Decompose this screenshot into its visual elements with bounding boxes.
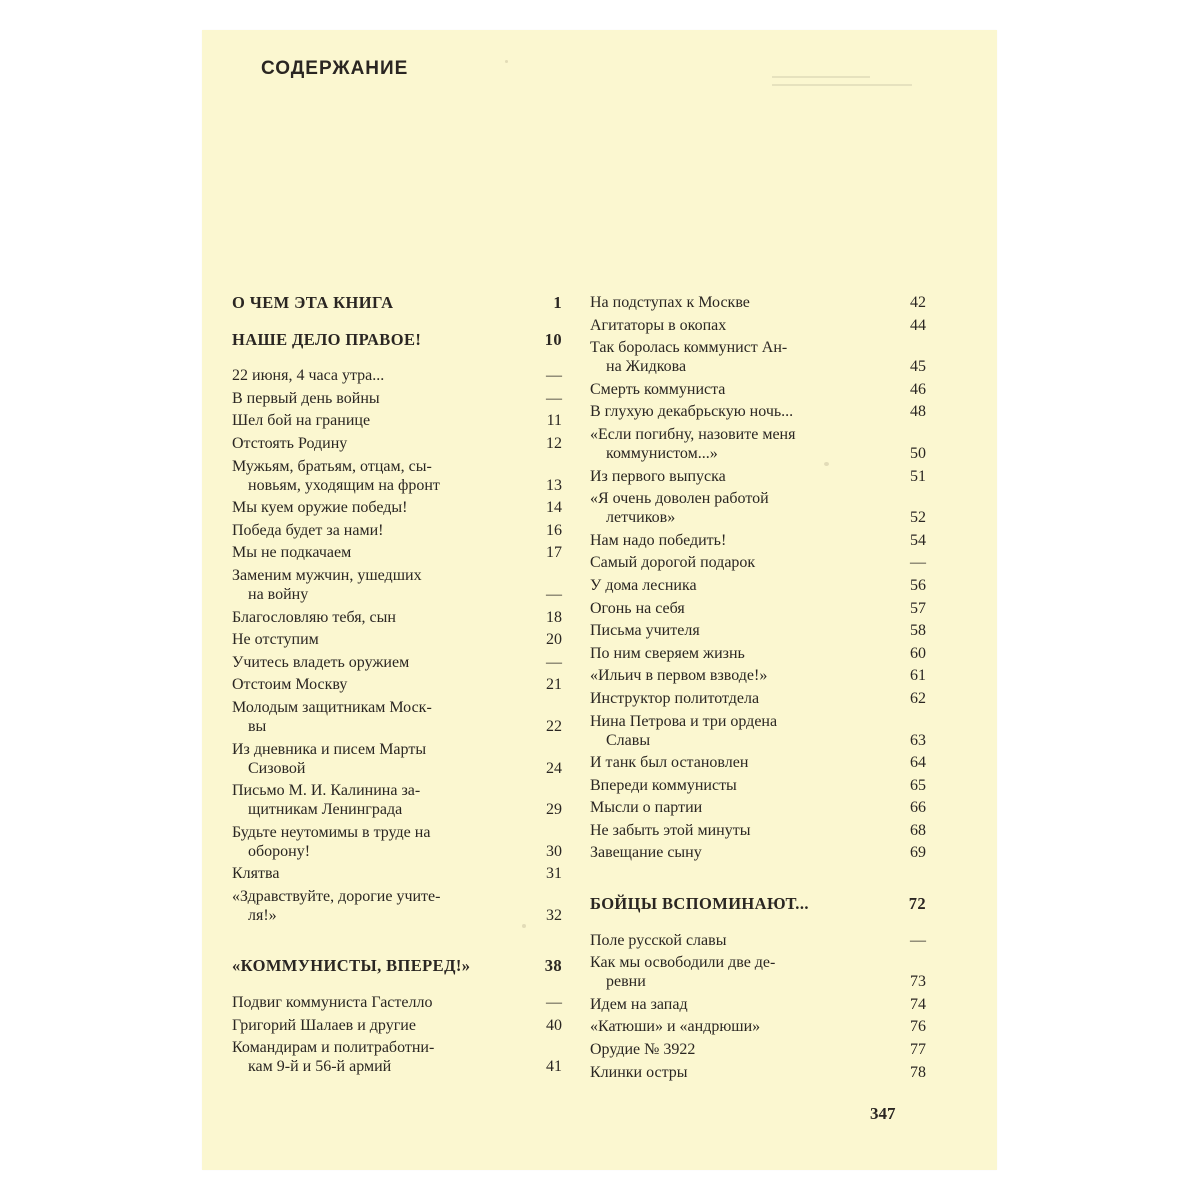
toc-page-number: 44: [910, 316, 926, 334]
toc-entry-title: [590, 425, 890, 463]
toc-page-number: —: [546, 585, 562, 603]
toc-page-number: 24: [546, 759, 562, 777]
toc-entry-title-line: В первый день войны: [232, 389, 380, 407]
toc-entry-title-continuation: кам 9-й и 56-й армий: [248, 1058, 392, 1076]
toc-entry: [590, 599, 926, 618]
toc-entry-title-continuation: щитникам Ленинграда: [248, 801, 403, 819]
toc-entry-title-line: Из первого выпуска: [590, 467, 726, 485]
toc-entry: [232, 434, 562, 453]
toc-entry-title: [590, 402, 890, 421]
toc-entry: [232, 608, 562, 627]
toc-page-number: 72: [908, 894, 926, 914]
toc-entry-title: [232, 457, 526, 495]
toc-entry-title: [590, 931, 890, 950]
toc-entry-title: [590, 843, 890, 862]
toc-section-heading: [590, 894, 926, 913]
toc-entry-title-line: БОЙЦЫ ВСПОМИНАЮТ...: [590, 894, 809, 914]
toc-section-heading: [232, 330, 562, 349]
toc-entry-title-line: «КОММУНИСТЫ, ВПЕРЕД!»: [232, 956, 471, 976]
toc-entry-title: [232, 411, 526, 430]
toc-entry: [232, 498, 562, 517]
toc-page-number: 32: [546, 906, 562, 924]
paper-spot: [522, 924, 526, 928]
toc-entry: [590, 425, 926, 463]
toc-entry-title-line: Заменим мужчин, ушедших: [232, 566, 422, 584]
toc-entry: [590, 380, 926, 399]
toc-entry: [232, 1038, 562, 1076]
toc-entry-title-line: «Ильич в первом взводе!»: [590, 667, 768, 685]
toc-page-number: 63: [910, 731, 926, 749]
section-spacer: [232, 352, 562, 366]
toc-entry: [590, 931, 926, 950]
toc-page-number: 38: [544, 956, 562, 976]
toc-entry-title-line: По ним сверяем жизнь: [590, 644, 745, 662]
toc-entry: [232, 566, 562, 604]
toc-entry-title-line: Мужьям, братьям, отцам, сы-: [232, 457, 432, 475]
toc-entry-title: [232, 993, 526, 1012]
toc-entry: [232, 675, 562, 694]
toc-entry-title: [590, 798, 890, 817]
toc-entry-title-line: Победа будет за нами!: [232, 521, 384, 539]
book-page: [202, 30, 997, 1170]
toc-entry-title: [232, 1038, 526, 1076]
toc-page-number: 66: [910, 799, 926, 817]
toc-entry-title-line: Орудие № 3922: [590, 1041, 696, 1059]
toc-entry-title: [590, 953, 890, 991]
toc-entry: [590, 338, 926, 376]
toc-entry-title: [590, 894, 890, 913]
toc-page-number: 60: [910, 644, 926, 662]
toc-entry-title: [232, 887, 526, 925]
toc-entry-title-line: Отстоять Родину: [232, 434, 348, 452]
toc-entry: [590, 553, 926, 572]
toc-entry-title: [590, 293, 890, 312]
toc-entry-title-line: Мы куем оружие победы!: [232, 499, 408, 517]
toc-entry-title-continuation: ля!»: [248, 906, 277, 924]
toc-entry-title: [590, 995, 890, 1014]
toc-entry: [232, 1016, 562, 1035]
toc-entry: [590, 1017, 926, 1036]
toc-entry-title-line: О ЧЕМ ЭТА КНИГА: [232, 293, 394, 312]
toc-page-number: 1: [553, 293, 562, 312]
toc-page-number: 14: [546, 499, 562, 517]
toc-page-number: 21: [546, 676, 562, 694]
toc-entry-title: [590, 380, 890, 399]
toc-entry: [590, 995, 926, 1014]
toc-page-number: 45: [910, 358, 926, 376]
toc-entry-title: [590, 316, 890, 335]
toc-entry: [590, 666, 926, 685]
page-heading: СОДЕРЖАНИЕ: [261, 58, 409, 79]
toc-entry-title: [590, 1063, 890, 1082]
toc-entry-title-line: Из дневника и писем Марты: [232, 740, 427, 758]
toc-entry: [232, 887, 562, 925]
toc-entry-title-continuation: Славы: [606, 731, 651, 749]
toc-entry-title-line: Будьте неутомимы в труде на: [232, 823, 431, 841]
toc-entry-title-continuation: коммунистом...»: [606, 444, 718, 462]
toc-entry-title: [232, 698, 526, 736]
toc-page-number: 77: [910, 1041, 926, 1059]
toc-entry: [590, 576, 926, 595]
toc-entry: [590, 953, 926, 991]
toc-entry-title-line: Письма учителя: [590, 622, 700, 640]
toc-entry-title: [590, 467, 890, 486]
toc-page-number: 52: [910, 509, 926, 527]
section-spacer: [232, 928, 562, 956]
toc-page-number: 42: [910, 294, 926, 311]
toc-entry-title-line: «Я очень доволен работой: [590, 490, 769, 508]
toc-entry-title: [590, 1040, 890, 1059]
toc-entry-title-line: Поле русской славы: [590, 931, 727, 949]
section-spacer: [590, 917, 926, 931]
toc-page-number: 73: [910, 973, 926, 991]
toc-page-number: —: [910, 931, 926, 949]
toc-page-number: 46: [910, 380, 926, 398]
toc-entry-title: [232, 521, 526, 540]
toc-entry: [590, 712, 926, 750]
toc-page-number: 11: [546, 412, 562, 430]
toc-entry: [232, 630, 562, 649]
toc-entry: [590, 293, 926, 312]
toc-entry: [590, 531, 926, 550]
toc-entry-title-line: Григорий Шалаев и другие: [232, 1016, 416, 1034]
paper-spot: [824, 462, 829, 466]
toc-entry-title-continuation: Сизовой: [248, 759, 306, 777]
toc-page-number: 51: [910, 467, 926, 485]
toc-page-number: 74: [910, 995, 926, 1013]
toc-page-number: 48: [910, 403, 926, 421]
toc-entry: [232, 653, 562, 672]
paper-spot: [505, 60, 508, 63]
toc-entry-title: [590, 576, 890, 595]
toc-section-heading: [232, 956, 562, 975]
toc-page-number: 58: [910, 622, 926, 640]
toc-entry-title-continuation: вы: [248, 717, 267, 735]
toc-page-number: 16: [546, 521, 562, 539]
toc-entry: [590, 402, 926, 421]
toc-entry-title: [590, 338, 890, 376]
toc-entry-title-line: Отстоим Москву: [232, 676, 348, 694]
toc-page-number: 22: [546, 717, 562, 735]
toc-page-number: 62: [910, 689, 926, 707]
toc-entry-title-line: Не забыть этой минуты: [590, 821, 751, 839]
toc-entry-title: [232, 864, 526, 883]
toc-page-number: 30: [546, 842, 562, 860]
toc-entry-title: [232, 956, 526, 975]
toc-entry-title-line: На подступах к Москве: [590, 294, 750, 311]
toc-page-number: 56: [910, 576, 926, 594]
toc-entry-title: [590, 689, 890, 708]
toc-entry-title-line: «Здравствуйте, дорогие учите-: [232, 887, 441, 905]
toc-entry-title-line: Как мы освободили две де-: [590, 954, 776, 972]
toc-right-column: [590, 293, 926, 1085]
toc-entry-title-line: 22 июня, 4 часа утра...: [232, 367, 385, 385]
toc-page-number: —: [546, 389, 562, 407]
toc-entry: [232, 823, 562, 861]
toc-entry-title-line: Впереди коммунисты: [590, 776, 737, 794]
toc-entry-title: [232, 366, 526, 385]
toc-entry: [232, 457, 562, 495]
toc-entry-title-continuation: новьям, уходящим на фронт: [248, 476, 440, 494]
toc-page-number: 40: [546, 1016, 562, 1034]
toc-entry: [232, 740, 562, 778]
toc-entry-title-line: Учитесь владеть оружием: [232, 653, 410, 671]
toc-entry-title: [232, 823, 526, 861]
toc-page-number: 20: [546, 631, 562, 649]
toc-entry-title-line: Клинки остры: [590, 1063, 688, 1081]
toc-entry-title: [590, 599, 890, 618]
toc-entry: [232, 864, 562, 883]
toc-entry-title-continuation: оборону!: [248, 842, 311, 860]
toc-entry: [232, 411, 562, 430]
toc-entry-title-continuation: на войну: [248, 585, 309, 603]
toc-entry-title: [232, 543, 526, 562]
toc-entry-title: [232, 781, 526, 819]
toc-entry-title: [232, 330, 526, 349]
toc-page-number: 10: [544, 329, 562, 349]
toc-entry-title: [232, 293, 526, 312]
toc-entry: [590, 489, 926, 527]
toc-entry: [590, 753, 926, 772]
toc-entry-title: [232, 608, 526, 627]
toc-entry-title-line: Молодым защитникам Моск-: [232, 698, 432, 716]
toc-entry-title-continuation: летчиков»: [606, 509, 676, 527]
toc-entry-title-line: «Катюши» и «андрюши»: [590, 1018, 761, 1036]
toc-left-column: [232, 293, 562, 1080]
toc-entry: [232, 781, 562, 819]
toc-entry: [590, 1040, 926, 1059]
toc-section-heading: [232, 293, 562, 312]
toc-page-number: 29: [546, 801, 562, 819]
page-number: 347: [870, 1104, 896, 1123]
toc-entry-title-line: В глухую декабрьскую ночь...: [590, 403, 794, 421]
toc-entry-title: [232, 653, 526, 672]
toc-entry-title-line: Нам надо победить!: [590, 531, 727, 549]
toc-entry-title: [590, 621, 890, 640]
toc-entry-title: [232, 1016, 526, 1035]
toc-entry-title: [232, 740, 526, 778]
toc-page-number: 64: [910, 754, 926, 772]
toc-entry-title-line: Завещание сыну: [590, 844, 702, 862]
section-spacer: [590, 866, 926, 894]
toc-entry-title-line: У дома лесника: [590, 576, 697, 594]
toc-entry-title-continuation: на Жидкова: [606, 358, 687, 376]
toc-entry-title: [590, 776, 890, 795]
toc-entry-title: [590, 821, 890, 840]
toc-entry-title-continuation: ревни: [606, 973, 646, 991]
toc-entry-title: [590, 553, 890, 572]
toc-entry-title: [590, 644, 890, 663]
toc-page-number: —: [546, 994, 562, 1012]
toc-entry-title: [232, 675, 526, 694]
toc-entry-title-line: «Если погибну, назовите меня: [590, 425, 796, 443]
section-spacer: [232, 979, 562, 993]
toc-page-number: —: [546, 653, 562, 671]
toc-entry: [232, 543, 562, 562]
toc-entry: [232, 698, 562, 736]
toc-entry-title-line: Агитаторы в окопах: [590, 316, 727, 334]
toc-entry-title: [232, 630, 526, 649]
toc-entry-title-line: Письмо М. И. Калинина за-: [232, 782, 421, 800]
toc-entry-title-line: Так боролась коммунист Ан-: [590, 339, 788, 357]
toc-entry-title: [590, 489, 890, 527]
toc-entry-title-line: И танк был остановлен: [590, 754, 749, 772]
toc-page-number: 68: [910, 821, 926, 839]
toc-page-number: 50: [910, 444, 926, 462]
toc-entry-title: [232, 434, 526, 453]
toc-entry-title-line: Благословляю тебя, сын: [232, 608, 396, 626]
toc-entry: [590, 821, 926, 840]
toc-page-number: 65: [910, 776, 926, 794]
toc-entry: [590, 689, 926, 708]
toc-page-number: 13: [546, 476, 562, 494]
toc-entry-title-line: Мысли о партии: [590, 799, 703, 817]
toc-page-number: 31: [546, 865, 562, 883]
toc-entry: [232, 366, 562, 385]
toc-entry: [232, 993, 562, 1012]
toc-entry: [590, 621, 926, 640]
toc-entry-title: [590, 712, 890, 750]
toc-page-number: —: [910, 554, 926, 572]
toc-entry: [590, 644, 926, 663]
toc-page-number: 41: [546, 1058, 562, 1076]
toc-entry-title: [590, 666, 890, 685]
toc-entry-title-line: Шел бой на границе: [232, 412, 371, 430]
toc-entry: [232, 389, 562, 408]
toc-entry: [590, 1063, 926, 1082]
toc-page-number: 57: [910, 599, 926, 617]
toc-entry-title-line: Самый дорогой подарок: [590, 554, 756, 572]
toc-page-number: —: [546, 367, 562, 385]
toc-entry-title-line: Идем на запад: [590, 995, 688, 1013]
toc-entry-title-line: Огонь на себя: [590, 599, 685, 617]
toc-page-number: 12: [546, 434, 562, 452]
toc-entry: [590, 843, 926, 862]
toc-page-number: 76: [910, 1018, 926, 1036]
toc-entry: [232, 521, 562, 540]
toc-entry-title-line: Инструктор политотдела: [590, 689, 760, 707]
toc-entry-title-line: Командирам и политработни-: [232, 1039, 435, 1057]
toc-entry-title-line: Клятва: [232, 865, 280, 883]
toc-entry-title-line: Не отступим: [232, 631, 319, 649]
toc-entry: [590, 316, 926, 335]
toc-entry-title: [590, 1017, 890, 1036]
toc-entry: [590, 798, 926, 817]
toc-page-number: 18: [546, 608, 562, 626]
toc-page-number: 69: [910, 844, 926, 862]
section-spacer: [232, 316, 562, 330]
toc-entry: [590, 776, 926, 795]
toc-page-number: 54: [910, 531, 926, 549]
toc-entry-title-line: Мы не подкачаем: [232, 544, 352, 562]
toc-entry: [590, 467, 926, 486]
toc-entry-title-line: Подвиг коммуниста Гастелло: [232, 994, 433, 1012]
toc-entry-title: [590, 531, 890, 550]
toc-page-number: 17: [546, 544, 562, 562]
toc-entry-title: [590, 753, 890, 772]
toc-entry-title: [232, 389, 526, 408]
toc-entry-title-line: НАШЕ ДЕЛО ПРАВОЕ!: [232, 329, 422, 349]
toc-entry-title: [232, 566, 526, 604]
toc-entry-title-line: Смерть коммуниста: [590, 380, 726, 398]
toc-entry-title-line: Нина Петрова и три ордена: [590, 712, 778, 730]
toc-page-number: 61: [910, 667, 926, 685]
bleed-through-marks: [772, 70, 912, 100]
toc-page-number: 78: [910, 1063, 926, 1081]
toc-entry-title: [232, 498, 526, 517]
